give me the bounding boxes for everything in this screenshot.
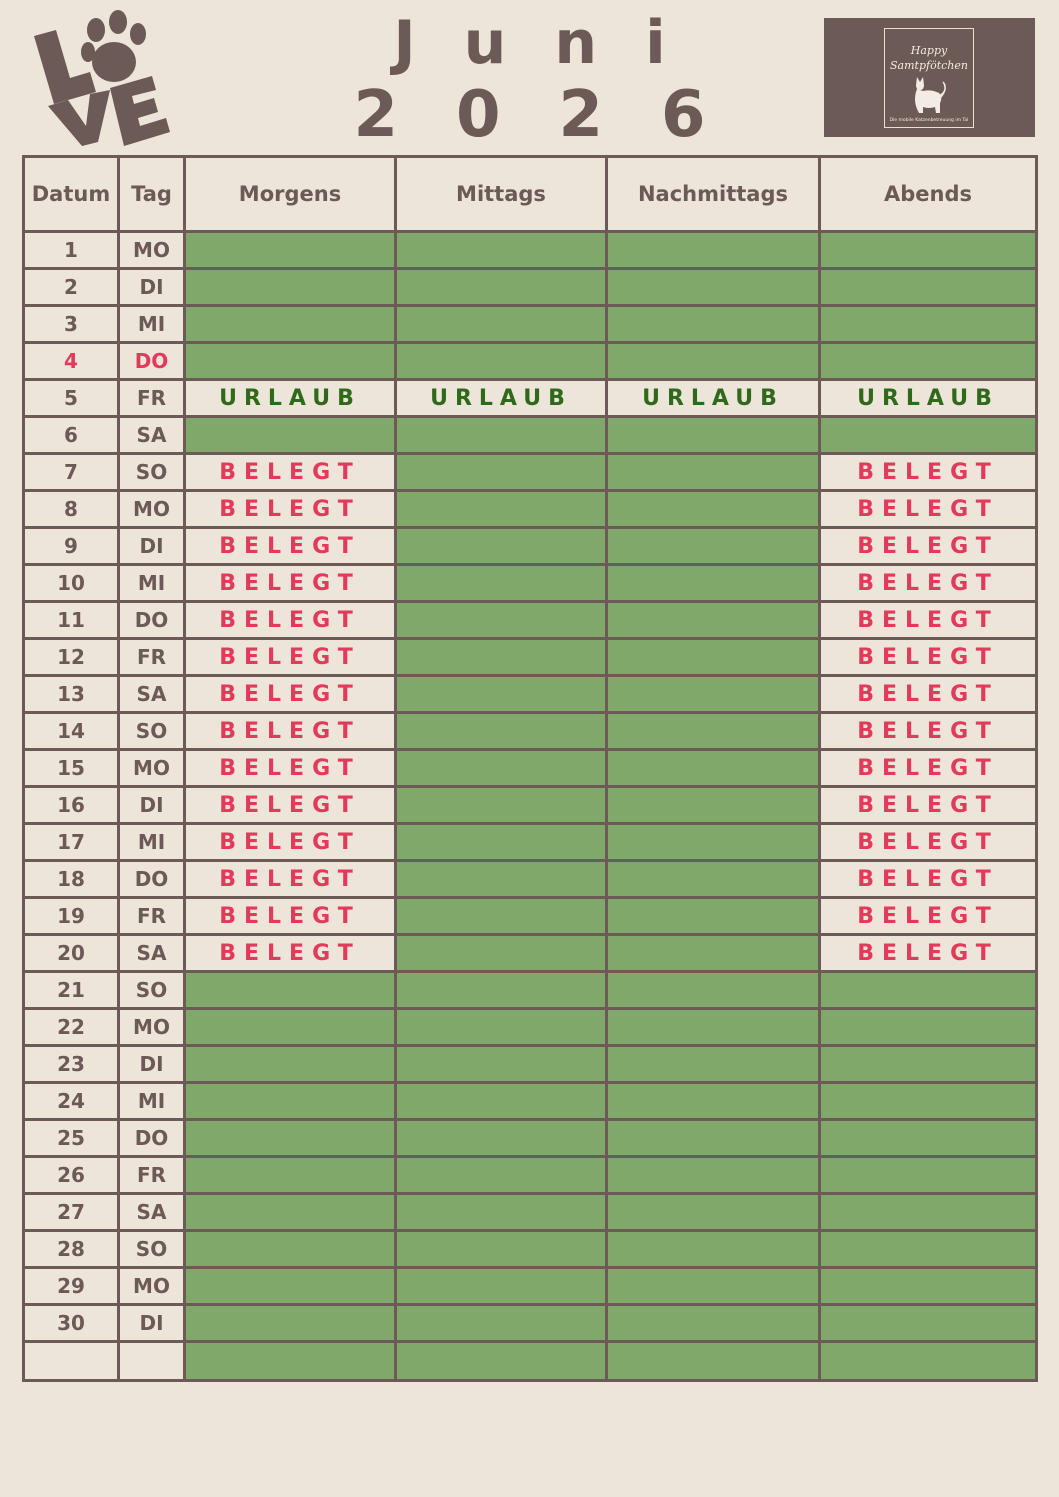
cell-morgens[interactable] xyxy=(185,343,396,380)
cell-tag: SO xyxy=(119,1231,185,1268)
cell-datum: 14 xyxy=(24,713,119,750)
cell-morgens[interactable] xyxy=(185,1194,396,1231)
cell-morgens[interactable]: BELEGT xyxy=(185,935,396,972)
table-row xyxy=(24,1083,1037,1120)
cell-morgens[interactable] xyxy=(185,1046,396,1083)
brand-name-line2: Samtpfötchen xyxy=(890,59,968,72)
cell-datum: 2 xyxy=(24,269,119,306)
cell-tag: MO xyxy=(119,750,185,787)
cell-nachmittags[interactable] xyxy=(607,491,820,528)
cell-abends[interactable]: BELEGT xyxy=(820,491,1037,528)
cell-datum: 30 xyxy=(24,1305,119,1342)
column-header-morgens: Morgens xyxy=(185,157,396,232)
table-row xyxy=(24,972,1037,1009)
cell-nachmittags[interactable] xyxy=(607,1231,820,1268)
cell-morgens[interactable] xyxy=(185,306,396,343)
cell-mittags[interactable] xyxy=(396,528,607,565)
cell-tag: SO xyxy=(119,713,185,750)
cell-nachmittags[interactable] xyxy=(607,639,820,676)
cell-nachmittags[interactable] xyxy=(607,417,820,454)
cell-tag: DO xyxy=(119,602,185,639)
cell-tag: SA xyxy=(119,417,185,454)
cell-morgens[interactable] xyxy=(185,1342,396,1381)
cell-abends[interactable]: BELEGT xyxy=(820,528,1037,565)
month-title: Juni xyxy=(393,8,714,78)
cell-tag: MI xyxy=(119,1083,185,1120)
cell-morgens[interactable]: BELEGT xyxy=(185,565,396,602)
cell-mittags[interactable]: URLAUB xyxy=(396,380,607,417)
calendar-table xyxy=(22,155,1038,1382)
cell-mittags[interactable] xyxy=(396,1046,607,1083)
logo-text: LOVE xyxy=(26,8,29,9)
cell-morgens[interactable] xyxy=(185,1009,396,1046)
cell-abends[interactable] xyxy=(820,972,1037,1009)
table-row xyxy=(24,528,1037,565)
cell-nachmittags[interactable] xyxy=(607,861,820,898)
table-row xyxy=(24,1305,1037,1342)
cell-datum: 21 xyxy=(24,972,119,1009)
table-row xyxy=(24,380,1037,417)
cell-tag xyxy=(119,1342,185,1381)
cell-tag: MO xyxy=(119,491,185,528)
brand-name xyxy=(885,43,973,73)
cell-datum: 29 xyxy=(24,1268,119,1305)
cell-datum: 10 xyxy=(24,565,119,602)
column-header-mittags: Mittags xyxy=(396,157,607,232)
cell-abends[interactable]: BELEGT xyxy=(820,713,1037,750)
cell-mittags[interactable] xyxy=(396,343,607,380)
table-row xyxy=(24,602,1037,639)
cell-mittags[interactable] xyxy=(396,232,607,269)
cell-morgens[interactable] xyxy=(185,232,396,269)
cell-mittags[interactable] xyxy=(396,935,607,972)
brand-name-line1: Happy xyxy=(910,44,948,57)
table-row xyxy=(24,565,1037,602)
cell-mittags[interactable] xyxy=(396,1231,607,1268)
brand-frame xyxy=(884,28,974,128)
cell-morgens[interactable]: BELEGT xyxy=(185,750,396,787)
cell-datum: 3 xyxy=(24,306,119,343)
cell-mittags[interactable] xyxy=(396,1120,607,1157)
cell-nachmittags[interactable] xyxy=(607,935,820,972)
table-row xyxy=(24,935,1037,972)
table-row xyxy=(24,750,1037,787)
cell-nachmittags[interactable] xyxy=(607,306,820,343)
cell-mittags[interactable] xyxy=(396,824,607,861)
table-header-row xyxy=(24,157,1037,232)
cell-abends[interactable]: BELEGT xyxy=(820,787,1037,824)
cell-tag: MI xyxy=(119,565,185,602)
cell-abends[interactable] xyxy=(820,1046,1037,1083)
table-row xyxy=(24,1231,1037,1268)
cell-nachmittags[interactable] xyxy=(607,232,820,269)
cell-nachmittags[interactable] xyxy=(607,750,820,787)
cell-mittags[interactable] xyxy=(396,787,607,824)
cell-tag: SA xyxy=(119,935,185,972)
cell-abends[interactable] xyxy=(820,417,1037,454)
cell-abends[interactable] xyxy=(820,343,1037,380)
cell-morgens[interactable] xyxy=(185,269,396,306)
cell-morgens[interactable]: BELEGT xyxy=(185,454,396,491)
cell-datum: 1 xyxy=(24,232,119,269)
cell-datum: 19 xyxy=(24,898,119,935)
cell-tag: DO xyxy=(119,861,185,898)
cell-mittags[interactable] xyxy=(396,1305,607,1342)
cell-datum: 12 xyxy=(24,639,119,676)
cell-mittags[interactable] xyxy=(396,750,607,787)
cell-abends[interactable]: BELEGT xyxy=(820,898,1037,935)
cell-mittags[interactable] xyxy=(396,1009,607,1046)
cell-datum: 4 xyxy=(24,343,119,380)
cell-abends[interactable]: BELEGT xyxy=(820,565,1037,602)
cell-mittags[interactable] xyxy=(396,454,607,491)
cell-mittags[interactable] xyxy=(396,269,607,306)
cell-abends[interactable]: BELEGT xyxy=(820,824,1037,861)
cell-nachmittags[interactable] xyxy=(607,787,820,824)
cell-nachmittags[interactable] xyxy=(607,602,820,639)
cell-morgens[interactable]: BELEGT xyxy=(185,676,396,713)
cell-nachmittags[interactable] xyxy=(607,1342,820,1381)
cell-mittags[interactable] xyxy=(396,898,607,935)
cell-abends[interactable] xyxy=(820,306,1037,343)
cell-mittags[interactable] xyxy=(396,306,607,343)
cell-nachmittags[interactable] xyxy=(607,676,820,713)
cell-datum: 13 xyxy=(24,676,119,713)
cell-morgens[interactable] xyxy=(185,1268,396,1305)
cell-morgens[interactable] xyxy=(185,1120,396,1157)
cell-tag: DI xyxy=(119,269,185,306)
cell-nachmittags[interactable] xyxy=(607,1009,820,1046)
cell-mittags[interactable] xyxy=(396,565,607,602)
cell-abends[interactable]: BELEGT xyxy=(820,602,1037,639)
column-header-nachmittags: Nachmittags xyxy=(607,157,820,232)
cell-mittags[interactable] xyxy=(396,1194,607,1231)
table-row xyxy=(24,1268,1037,1305)
cell-mittags[interactable] xyxy=(396,1342,607,1381)
cell-morgens[interactable] xyxy=(185,1157,396,1194)
table-row xyxy=(24,676,1037,713)
cell-nachmittags[interactable] xyxy=(607,454,820,491)
cell-nachmittags[interactable] xyxy=(607,565,820,602)
cell-datum: 9 xyxy=(24,528,119,565)
cell-morgens[interactable]: URLAUB xyxy=(185,380,396,417)
cell-mittags[interactable] xyxy=(396,713,607,750)
cell-tag: MI xyxy=(119,824,185,861)
cell-abends[interactable] xyxy=(820,269,1037,306)
year-title: 2026 xyxy=(353,78,764,152)
cell-abends[interactable] xyxy=(820,1157,1037,1194)
cell-mittags[interactable] xyxy=(396,491,607,528)
column-header-datum: Datum xyxy=(24,157,119,232)
cell-tag: DI xyxy=(119,1305,185,1342)
cell-datum: 23 xyxy=(24,1046,119,1083)
column-header-abends: Abends xyxy=(820,157,1037,232)
cell-abends[interactable] xyxy=(820,1268,1037,1305)
table-row xyxy=(24,343,1037,380)
cell-datum: 7 xyxy=(24,454,119,491)
cell-datum: 26 xyxy=(24,1157,119,1194)
cell-nachmittags[interactable] xyxy=(607,898,820,935)
cell-abends[interactable] xyxy=(820,1305,1037,1342)
cell-nachmittags[interactable] xyxy=(607,1194,820,1231)
cell-tag: SA xyxy=(119,1194,185,1231)
cell-mittags[interactable] xyxy=(396,972,607,1009)
table-row xyxy=(24,269,1037,306)
cell-tag: DO xyxy=(119,1120,185,1157)
cell-morgens[interactable] xyxy=(185,1305,396,1342)
cell-tag: FR xyxy=(119,1157,185,1194)
cell-tag: FR xyxy=(119,639,185,676)
table-row xyxy=(24,232,1037,269)
cell-nachmittags[interactable] xyxy=(607,343,820,380)
cell-nachmittags[interactable] xyxy=(607,269,820,306)
cell-abends[interactable]: BELEGT xyxy=(820,935,1037,972)
cell-datum: 6 xyxy=(24,417,119,454)
cell-abends[interactable]: URLAUB xyxy=(820,380,1037,417)
cell-mittags[interactable] xyxy=(396,602,607,639)
cell-abends[interactable] xyxy=(820,1083,1037,1120)
cell-morgens[interactable]: BELEGT xyxy=(185,898,396,935)
cell-abends[interactable]: BELEGT xyxy=(820,454,1037,491)
cell-tag: MO xyxy=(119,1009,185,1046)
cell-datum: 15 xyxy=(24,750,119,787)
cell-abends[interactable]: BELEGT xyxy=(820,861,1037,898)
cell-morgens[interactable] xyxy=(185,417,396,454)
cell-datum: 16 xyxy=(24,787,119,824)
cell-morgens[interactable]: BELEGT xyxy=(185,861,396,898)
table-row xyxy=(24,1120,1037,1157)
cell-tag: SA xyxy=(119,676,185,713)
cell-nachmittags[interactable] xyxy=(607,1046,820,1083)
cell-datum: 18 xyxy=(24,861,119,898)
cell-morgens[interactable]: BELEGT xyxy=(185,528,396,565)
cell-nachmittags[interactable] xyxy=(607,1157,820,1194)
table-row xyxy=(24,1046,1037,1083)
cell-abends[interactable] xyxy=(820,1120,1037,1157)
cell-datum: 22 xyxy=(24,1009,119,1046)
cell-nachmittags[interactable] xyxy=(607,1268,820,1305)
cell-morgens[interactable]: BELEGT xyxy=(185,787,396,824)
table-row xyxy=(24,454,1037,491)
cell-abends[interactable]: BELEGT xyxy=(820,676,1037,713)
table-row xyxy=(24,491,1037,528)
cell-nachmittags[interactable] xyxy=(607,713,820,750)
table-row xyxy=(24,713,1037,750)
cell-mittags[interactable] xyxy=(396,1157,607,1194)
cell-datum: 27 xyxy=(24,1194,119,1231)
cell-abends[interactable] xyxy=(820,1194,1037,1231)
cell-tag: MO xyxy=(119,1268,185,1305)
cell-tag: MI xyxy=(119,306,185,343)
table-row xyxy=(24,1342,1037,1381)
cell-mittags[interactable] xyxy=(396,1083,607,1120)
cell-datum: 24 xyxy=(24,1083,119,1120)
table-row xyxy=(24,1194,1037,1231)
cell-morgens[interactable]: BELEGT xyxy=(185,602,396,639)
cell-datum: 28 xyxy=(24,1231,119,1268)
cell-mittags[interactable] xyxy=(396,1268,607,1305)
cell-datum xyxy=(24,1342,119,1381)
cell-tag: FR xyxy=(119,380,185,417)
cell-tag: FR xyxy=(119,898,185,935)
cell-tag: MO xyxy=(119,232,185,269)
cell-morgens[interactable]: BELEGT xyxy=(185,824,396,861)
cell-tag: DO xyxy=(119,343,185,380)
cell-mittags[interactable] xyxy=(396,676,607,713)
cell-morgens[interactable] xyxy=(185,1231,396,1268)
cell-morgens[interactable]: BELEGT xyxy=(185,713,396,750)
cell-tag: DI xyxy=(119,1046,185,1083)
cell-mittags[interactable] xyxy=(396,639,607,676)
cell-datum: 8 xyxy=(24,491,119,528)
cell-nachmittags[interactable] xyxy=(607,824,820,861)
cell-tag: DI xyxy=(119,787,185,824)
cell-abends[interactable] xyxy=(820,1009,1037,1046)
calendar-body xyxy=(24,232,1037,1381)
cell-abends[interactable]: BELEGT xyxy=(820,750,1037,787)
cell-nachmittags[interactable] xyxy=(607,528,820,565)
table-row xyxy=(24,824,1037,861)
table-row xyxy=(24,787,1037,824)
cell-mittags[interactable] xyxy=(396,861,607,898)
cell-tag: SO xyxy=(119,972,185,1009)
cell-datum: 25 xyxy=(24,1120,119,1157)
table-row xyxy=(24,861,1037,898)
cell-morgens[interactable] xyxy=(185,972,396,1009)
cell-nachmittags[interactable] xyxy=(607,1083,820,1120)
cell-nachmittags[interactable] xyxy=(607,972,820,1009)
cell-datum: 20 xyxy=(24,935,119,972)
cell-datum: 5 xyxy=(24,380,119,417)
cell-abends[interactable] xyxy=(820,232,1037,269)
table-row xyxy=(24,1157,1037,1194)
cell-abends[interactable]: BELEGT xyxy=(820,639,1037,676)
cell-morgens[interactable] xyxy=(185,1083,396,1120)
table-row xyxy=(24,417,1037,454)
table-row xyxy=(24,306,1037,343)
table-row xyxy=(24,639,1037,676)
cat-icon xyxy=(909,73,949,115)
cell-tag: DI xyxy=(119,528,185,565)
brand-logo xyxy=(824,18,1035,137)
table-row xyxy=(24,1009,1037,1046)
column-header-tag: Tag xyxy=(119,157,185,232)
brand-subtitle: Die mobile Katzenbetreuung im Tal xyxy=(889,118,969,123)
cell-mittags[interactable] xyxy=(396,417,607,454)
cell-nachmittags[interactable]: URLAUB xyxy=(607,380,820,417)
cell-morgens[interactable]: BELEGT xyxy=(185,491,396,528)
cell-datum: 11 xyxy=(24,602,119,639)
cell-tag: SO xyxy=(119,454,185,491)
cell-nachmittags[interactable] xyxy=(607,1305,820,1342)
cell-abends[interactable] xyxy=(820,1342,1037,1381)
cell-nachmittags[interactable] xyxy=(607,1120,820,1157)
cell-abends[interactable] xyxy=(820,1231,1037,1268)
cell-morgens[interactable]: BELEGT xyxy=(185,639,396,676)
cell-datum: 17 xyxy=(24,824,119,861)
table-row xyxy=(24,898,1037,935)
